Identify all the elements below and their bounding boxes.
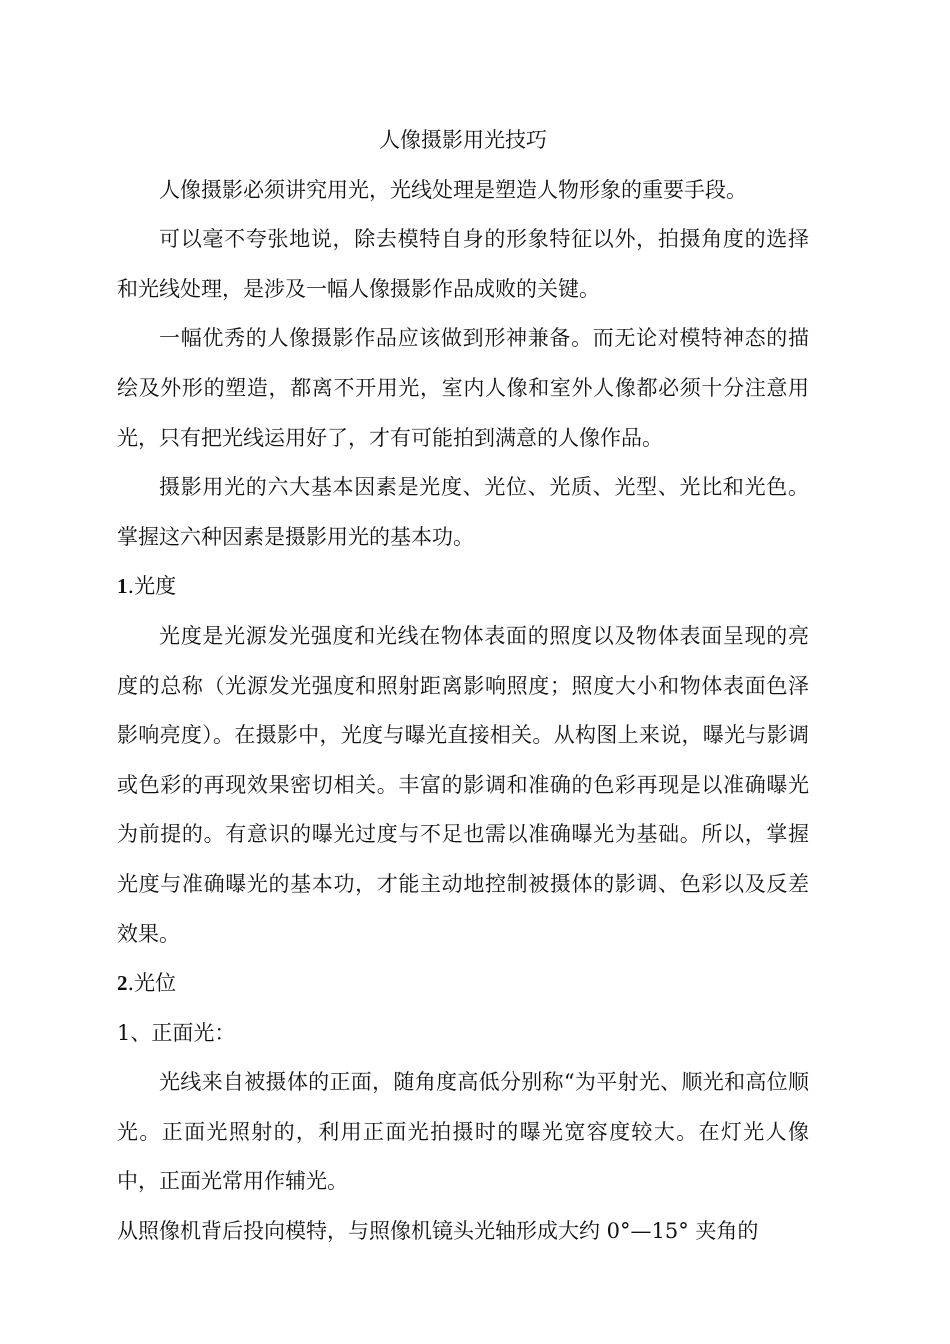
section-heading-light-intensity xyxy=(117,562,809,612)
document-body xyxy=(117,116,809,1257)
section-title: .光度 xyxy=(127,574,177,599)
intro-paragraph-3: 一幅优秀的人像摄影作品应该做到形神兼备。而无论对模特神态的描绘及外形的塑造，都离不开用光，室内人像和室外人像都必须十分注意用光，只有把光线运用好了，才有可能拍到满意的人像作品。 xyxy=(117,326,809,450)
intro-paragraph-2: 可以毫不夸张地说，除去模特自身的形象特征以外，拍摄角度的选择和光线处理，是涉及一幅人像摄影作品成败的关键。 xyxy=(117,227,809,301)
intro-paragraph-1: 人像摄影必须讲究用光，光线处理是塑造人物形象的重要手段。 xyxy=(159,177,747,202)
document-title: 人像摄影用光技巧 xyxy=(379,128,547,152)
subheading-front-light: 1、正面光： xyxy=(117,1020,236,1045)
front-light-paragraph: 光线来自被摄体的正面，随角度高低分别称“为平射光、顺光和高位顺光。正面光照射的，利用正面光拍摄时的曝光宽容度较大。在灯光人像中，正面光常用作辅光。 xyxy=(117,1070,809,1194)
section-title: .光位 xyxy=(127,971,177,996)
light-intensity-paragraph: 光度是光源发光强度和光线在物体表面的照度以及物体表面呈现的亮度的总称（光源发光强度和照射距离影响照度；照度大小和物体表面色泽影响亮度）。在摄影中，光度与曝光直接相关。从构图上来说，曝光与影调或色彩的再现效果密切相关。丰富的影调和准确的色彩再现是以准确曝光为前提的。有意识的曝光过度与不足也需以准确曝光为基础。所以，掌握光度与准确曝光的基本功，才能主动地控制被摄体的影调、色彩以及反差效果。 xyxy=(117,623,809,946)
intro-paragraph-4: 摄影用光的六大基本因素是光度、光位、光质、光型、光比和光色。掌握这六种因素是摄影用光的基本功。 xyxy=(117,475,809,549)
section-number: 2 xyxy=(117,971,128,996)
trailing-paragraph: 从照像机背后投向模特，与照像机镜头光轴形成大约 0°—15° 夹角的 xyxy=(117,1219,759,1244)
section-heading-light-position xyxy=(117,959,809,1009)
section-number: 1 xyxy=(117,574,128,599)
